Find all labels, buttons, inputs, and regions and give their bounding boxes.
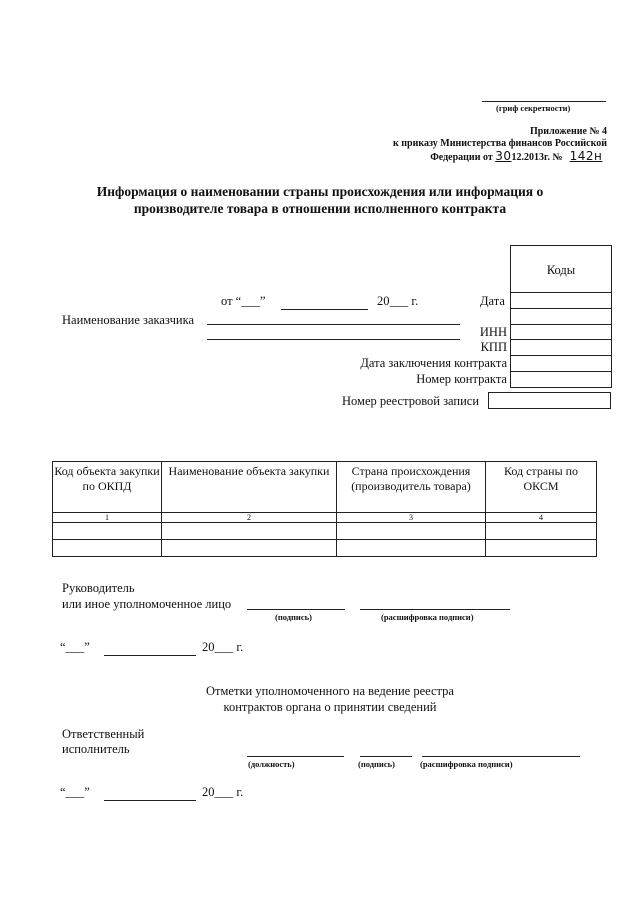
label-date: Дата — [480, 294, 505, 308]
label-customer: Наименование заказчика — [62, 313, 195, 327]
code-cell-inn[interactable] — [510, 324, 612, 340]
table-cell[interactable] — [162, 523, 337, 540]
table-cell[interactable] — [337, 540, 486, 557]
signature2-sign-caption: (подпись) — [358, 759, 395, 769]
table-cell[interactable] — [53, 523, 162, 540]
signature1-date-month-line[interactable] — [104, 655, 196, 656]
th-oksm: Код страны по ОКСМ — [486, 462, 597, 513]
col-number-2: 2 — [162, 513, 337, 523]
col-number-1: 1 — [53, 513, 162, 523]
signature1-decode-line[interactable] — [360, 609, 510, 610]
table-number-row — [53, 513, 597, 523]
report-date-from: от “___” — [221, 294, 266, 308]
th-object-name: Наименование объекта закупки — [162, 462, 337, 513]
classification-line — [482, 101, 606, 102]
document-title — [60, 183, 580, 217]
table-row — [53, 540, 597, 557]
code-cell-contract-number[interactable] — [510, 371, 612, 388]
signature1-sign-line[interactable] — [247, 609, 345, 610]
table-cell[interactable] — [162, 540, 337, 557]
registry-notes — [140, 683, 520, 715]
registry-number-box[interactable] — [488, 392, 611, 409]
appendix-date-prefix: Федерации от — [430, 152, 493, 163]
signature1-decode-caption: (расшифровка подписи) — [381, 612, 474, 622]
signature2-date-month-line[interactable] — [104, 800, 196, 801]
code-cell-empty[interactable] — [510, 308, 612, 325]
signature2-date-year: 20___ г. — [202, 785, 244, 799]
appendix-date-rest: 12.2013г. № — [511, 152, 563, 163]
table-header-row — [53, 462, 597, 513]
appendix-block — [393, 126, 607, 164]
signature2-date-quote: “___” — [60, 785, 90, 799]
report-date-month-line[interactable] — [281, 309, 368, 310]
table-cell[interactable] — [486, 540, 597, 557]
signature1-date-year: 20___ г. — [202, 640, 244, 654]
th-country: Страна происхождения (производитель товара) — [337, 462, 486, 513]
signature1-sign-caption: (подпись) — [275, 612, 312, 622]
code-cell-date[interactable] — [510, 292, 612, 309]
label-inn: ИНН — [479, 325, 507, 339]
appendix-line2 — [393, 150, 607, 164]
col-number-4: 4 — [486, 513, 597, 523]
appendix-number-handwritten: 142н — [569, 149, 603, 163]
signature2-decode-line[interactable] — [422, 756, 580, 757]
signature2-decode-caption: (расшифровка подписи) — [420, 759, 513, 769]
table-cell[interactable] — [486, 523, 597, 540]
code-cell-contract-date[interactable] — [510, 355, 612, 372]
customer-line-2[interactable] — [207, 339, 460, 340]
label-contract-date: Дата заключения контракта — [360, 356, 507, 370]
registry-notes-line1: Отметки уполномоченного на ведение реестра — [206, 684, 454, 698]
signature1-date-quote: “___” — [60, 640, 90, 654]
label-kpp: КПП — [480, 340, 507, 354]
signature2-position-line[interactable] — [247, 756, 344, 757]
signature2-position-caption: (должность) — [248, 759, 295, 769]
executor-title-line2: исполнитель — [62, 742, 130, 756]
table-cell[interactable] — [53, 540, 162, 557]
th-okpd: Код объекта закупки по ОКПД — [53, 462, 162, 513]
table-cell[interactable] — [337, 523, 486, 540]
appendix-date-handwritten: 30 — [495, 149, 512, 163]
signer-title-line1: Руководитель — [62, 581, 135, 595]
classification-label: (гриф секретности) — [496, 103, 571, 113]
registry-notes-line2: контрактов органа о принятии сведений — [223, 700, 437, 714]
label-contract-number: Номер контракта — [416, 372, 507, 386]
appendix-line1: к приказу Министерства финансов Российской — [393, 138, 607, 149]
signature2-sign-line[interactable] — [360, 756, 412, 757]
col-number-3: 3 — [337, 513, 486, 523]
document-title-line1: Информация о наименовании страны происхождения или информация о — [96, 184, 544, 199]
report-date-year: 20___ г. — [377, 294, 419, 308]
label-registry-number: Номер реестровой записи — [342, 394, 480, 408]
code-cell-kpp[interactable] — [510, 339, 612, 356]
goods-table — [52, 461, 597, 557]
codes-header: Коды — [546, 263, 576, 277]
executor-title-line1: Ответственный — [62, 727, 145, 741]
signer-title-line2: или иное уполномоченное лицо — [62, 597, 232, 611]
table-row — [53, 523, 597, 540]
customer-line-1[interactable] — [207, 324, 460, 325]
document-title-line2: производителе товара в отношении исполненного контракта — [133, 201, 507, 216]
appendix-title: Приложение № 4 — [529, 126, 607, 137]
